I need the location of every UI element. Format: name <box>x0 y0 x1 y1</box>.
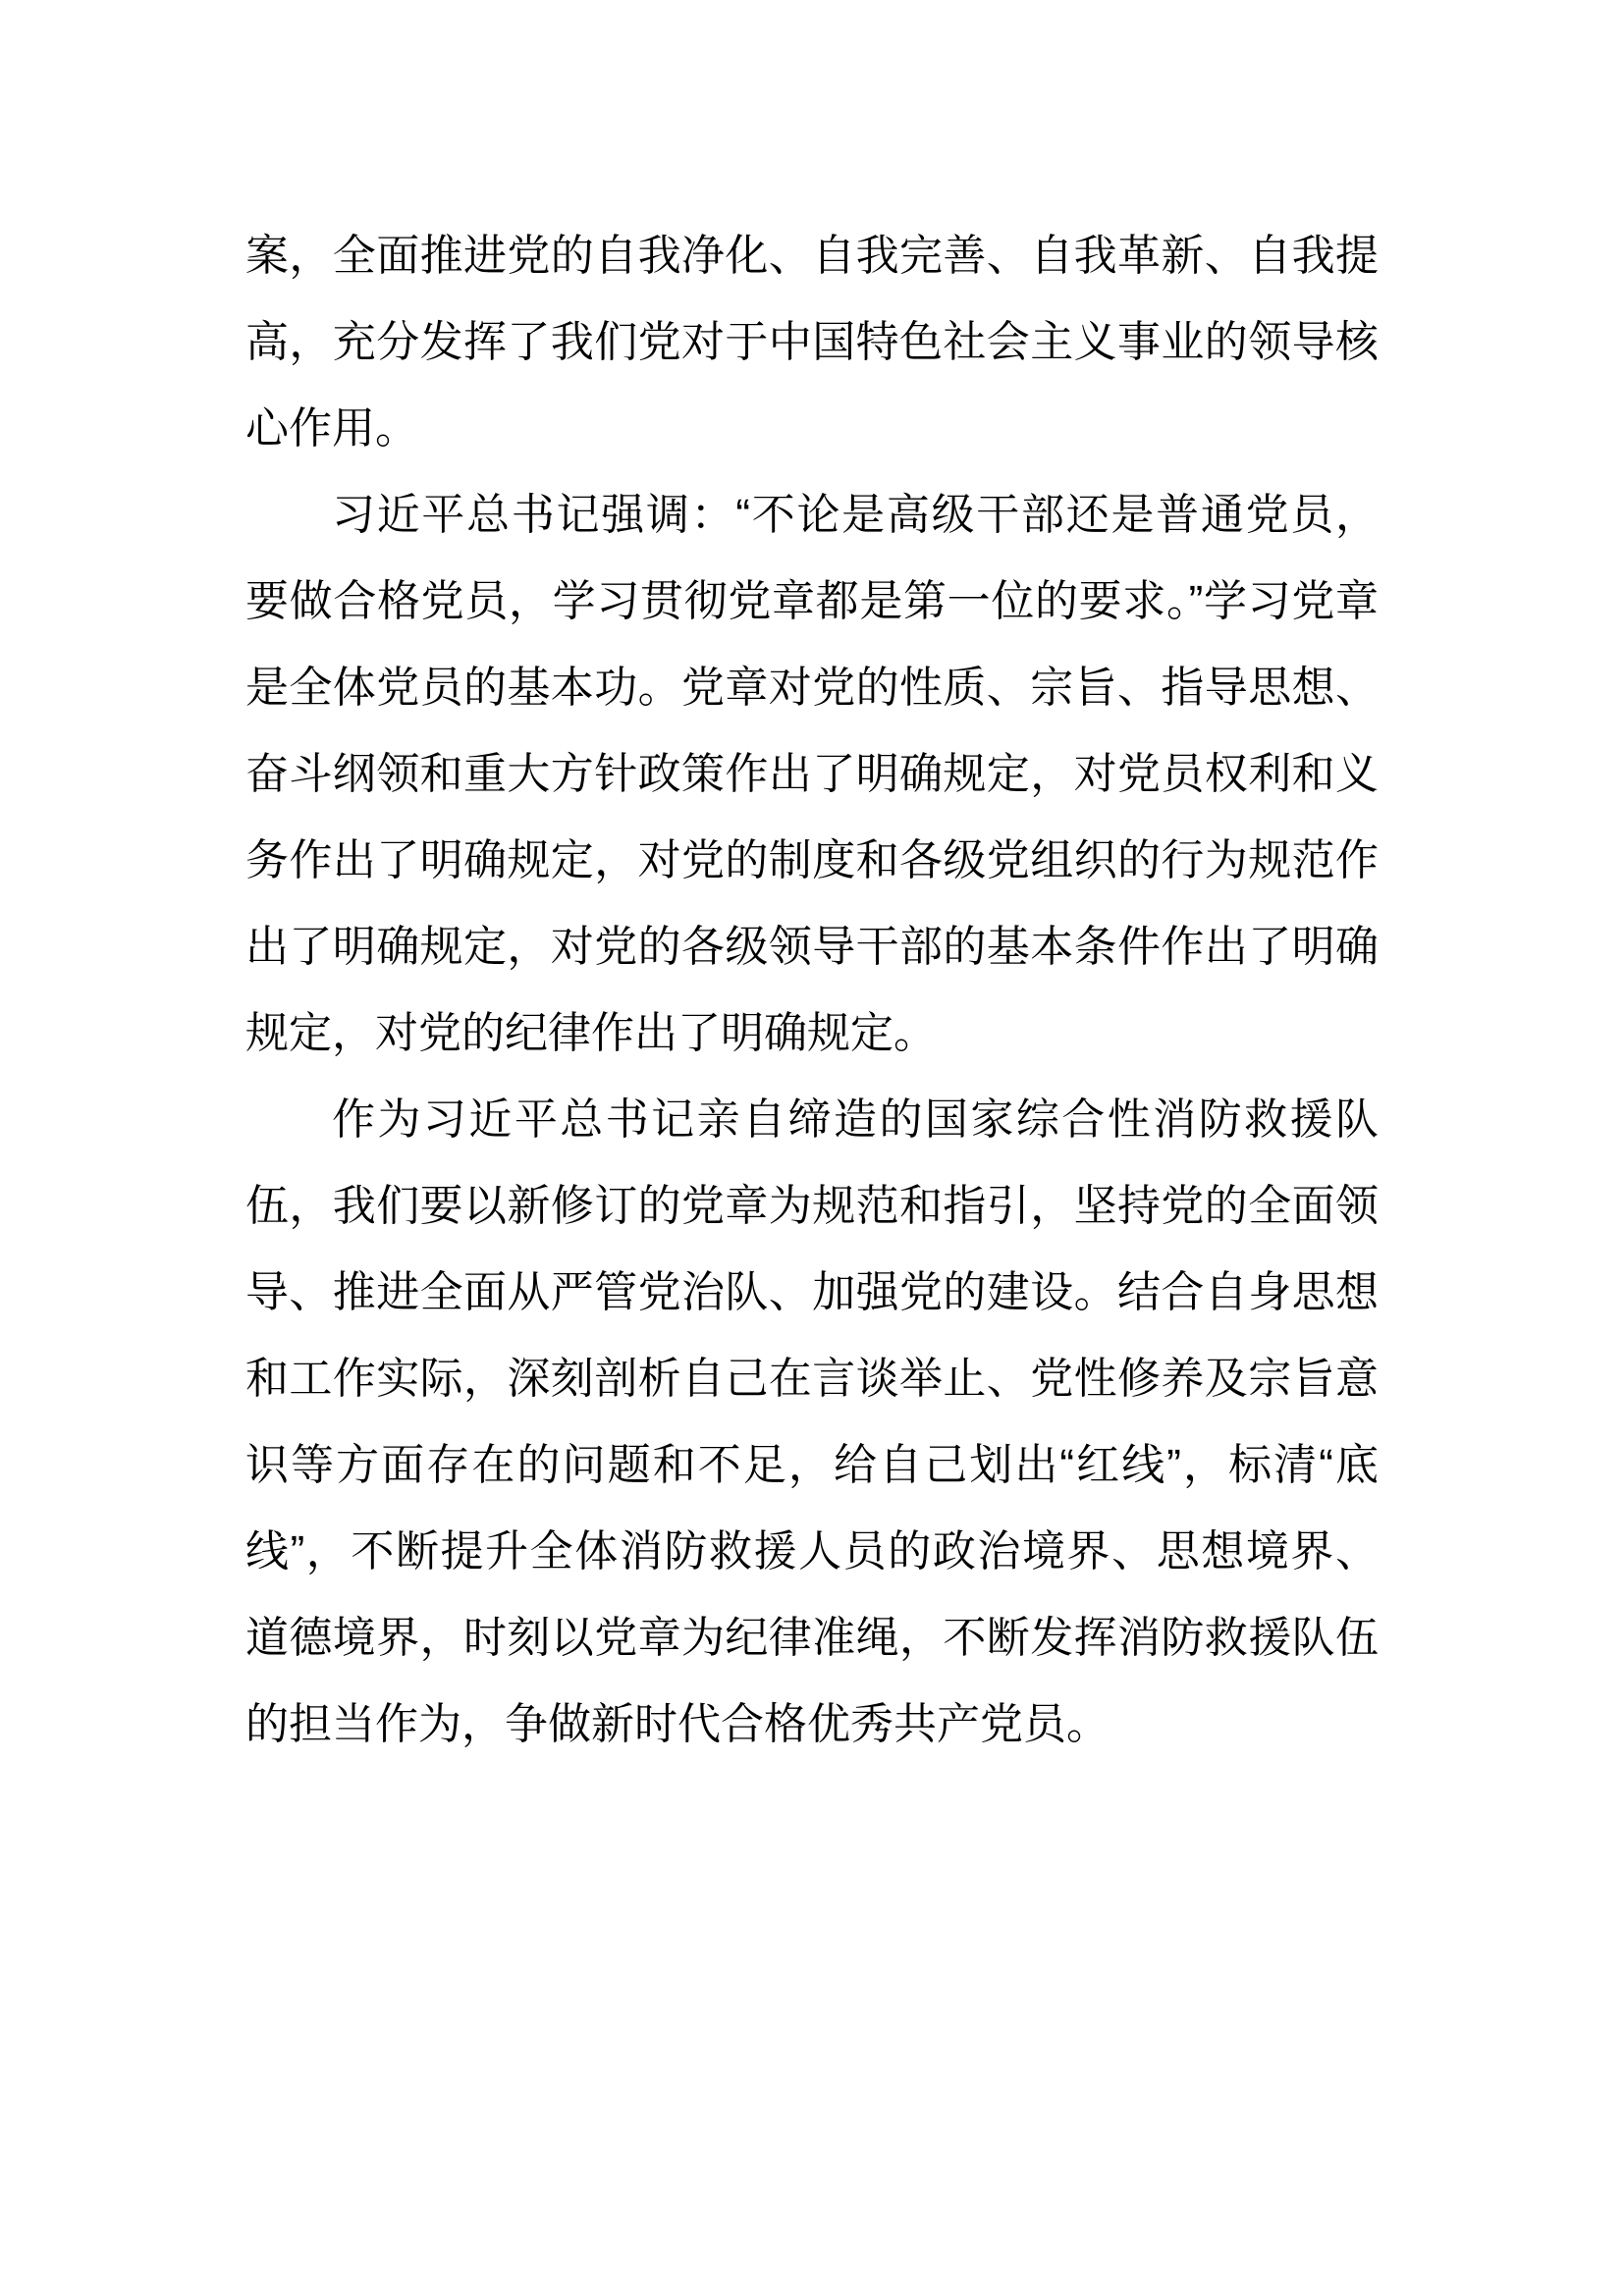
paragraph-1: 案，全面推进党的自我净化、自我完善、自我革新、自我提高，充分发挥了我们党对于中国特色社会主义事业的领导核心作用。 <box>245 232 1379 453</box>
paragraph-3: 作为习近平总书记亲自缔造的国家综合性消防救援队伍，我们要以新修订的党章为规范和指引，坚持党的全面领导、推进全面从严管党治队、加强党的建设。结合自身思想和工作实际，深刻剖析自己在言谈举止、党性修养及宗旨意识等方面存在的问题和不足，给自己划出“红线”，标清“底线”，不断提升全体消防救援人员的政治境界、思想境界、道德境界，时刻以党章为纪律准绳，不断发挥消防救援队伍的担当作为，争做新时代合格优秀共产党员。 <box>245 1095 1379 1748</box>
paragraph-2: 习近平总书记强调：“不论是高级干部还是普通党员，要做合格党员，学习贯彻党章都是第一位的要求。”学习党章是全体党员的基本功。党章对党的性质、宗旨、指导思想、奋斗纲领和重大方针政策作出了明确规定，对党员权利和义务作出了明确规定，对党的制度和各级党组织的行为规范作出了明确规定，对党的各级领导干部的基本条件作出了明确规定，对党的纪律作出了明确规定。 <box>245 491 1379 1057</box>
text-block <box>245 213 1379 1768</box>
